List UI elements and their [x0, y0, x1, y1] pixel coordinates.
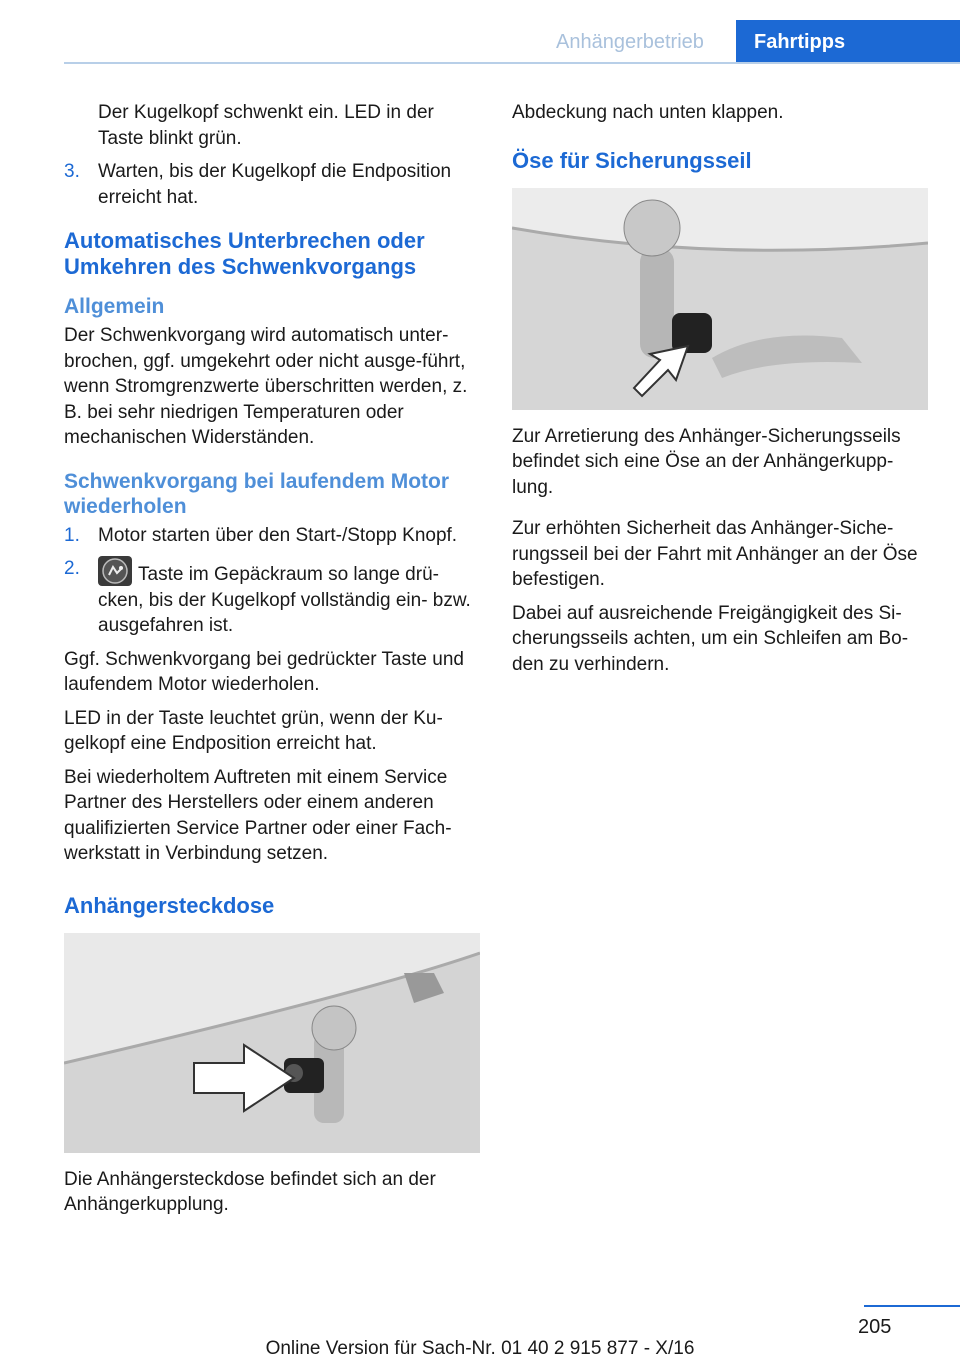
- subheading-repeat: Schwenkvorgang bei laufendem Motor wiederholen: [64, 469, 450, 518]
- step-number: 3.: [64, 161, 80, 182]
- paragraph-clearance: Dabei auf ausreichende Freigängigkeit des Si‐cherungsseils achten, um ein Schleifen am Bo‐den zu verhindern.: [512, 602, 909, 675]
- step-text: Motor starten über den Start-/Stopp Knopf.: [98, 524, 458, 546]
- paragraph-safety-cable-attach: Zur erhöhten Sicherheit das Anhänger-Siche‐rungsseil bei der Fahrt mit Anhänger an der Öse befestigen.: [512, 518, 918, 590]
- step-text: Taste im Gepäckraum so lange drü‐cken, bis der Kugelkopf vollständig ein‐ bzw. ausgefahren ist.: [98, 564, 471, 636]
- paragraph-safety-eye-location: Zur Arretierung des Anhänger-Sicherungsseils befindet sich eine Öse an der Anhängerkupp‐lung.: [512, 425, 901, 498]
- trailer-socket-caption: Die Anhängersteckdose befindet sich an der Anhängerkupplung.: [64, 1168, 436, 1215]
- footer-rule: [864, 1305, 960, 1307]
- step-1: [64, 523, 480, 549]
- heading-safety-eye: Öse für Sicherungsseil: [512, 147, 752, 173]
- step-2: [64, 556, 480, 639]
- tow-hitch-button-icon: [98, 556, 132, 586]
- continued-step-text: Der Kugelkopf schwenkt ein. LED in der Taste blinkt grün.: [98, 102, 434, 149]
- step-number: 1.: [64, 524, 80, 546]
- right-column: [512, 100, 928, 685]
- header-rule: [64, 62, 960, 64]
- page-number: 205: [858, 1316, 892, 1338]
- trailer-socket-image: [64, 933, 480, 1153]
- paragraph-led: LED in der Taste leuchtet grün, wenn der Ku‐gelkopf eine Endposition erreicht hat.: [64, 707, 443, 754]
- online-version-note: Online Version für Sach-Nr. 01 40 2 915 877 - X/16: [265, 1338, 695, 1359]
- cover-instruction: Abdeckung nach unten klappen.: [512, 102, 784, 123]
- header-section: Anhängerbetrieb: [556, 31, 704, 53]
- allgemein-paragraph: Der Schwenkvorgang wird automatisch unter‐brochen, ggf. umgekehrt oder nicht ausge‐führt, wenn Stromgrenzwerte überschritten werden, z. B. bei sehr niedrigen Temperaturen oder mechanischen Widerständen.: [64, 325, 468, 448]
- paragraph-service: Bei wiederholtem Auftreten mit einem Service Partner des Herstellers oder einem anderen qualifizierten Service Partner oder einer Fach‐werkstatt in Verbindung setzen.: [64, 766, 452, 864]
- subheading-allgemein: Allgemein: [64, 295, 165, 318]
- paragraph-repeat: Ggf. Schwenkvorgang bei gedrückter Taste und laufendem Motor wiederholen.: [64, 648, 464, 695]
- safety-eye-image: [512, 188, 928, 410]
- step-3: [64, 159, 480, 210]
- heading-trailer-socket: Anhängersteckdose: [64, 892, 275, 918]
- left-column: [64, 100, 480, 1226]
- step-text: Warten, bis der Kugelkopf die Endposition erreicht hat.: [98, 161, 452, 208]
- step-number: 2.: [64, 558, 80, 579]
- header-tab-fahrtipps: Fahrtipps: [736, 20, 960, 64]
- heading-automatic-interrupt: Automatisches Unterbrechen oder Umkehren des Schwenkvorgangs: [64, 228, 425, 279]
